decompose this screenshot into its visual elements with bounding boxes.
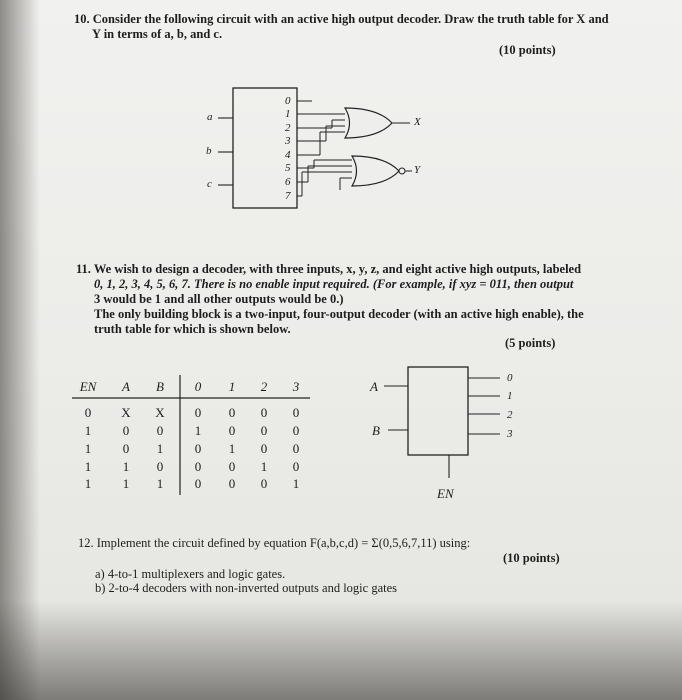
q11-cell: 0 — [260, 405, 268, 420]
q11-cell: 1 — [84, 459, 92, 474]
q11-block-output-2: 2 — [507, 409, 513, 421]
photo-shadow-bottom — [0, 600, 682, 700]
q11-line4: The only building block is a two-input, four-output decoder (with an active high enable), the — [94, 307, 584, 321]
q11-cell: 1 — [84, 423, 92, 438]
q10-input-c: c — [207, 178, 212, 190]
q11-cell: 1 — [84, 441, 92, 456]
q11-th-3: 3 — [292, 379, 300, 394]
q11-block-enable: EN — [437, 486, 454, 501]
q10-output-y-label: Y — [414, 164, 421, 176]
q11-block-output-0: 0 — [507, 372, 513, 384]
q11-th-1: 1 — [228, 379, 236, 394]
q12-line1: 12. Implement the circuit defined by equation F(a,b,c,d) = Σ(0,5,6,7,11) using: — [78, 536, 471, 550]
q11-cell: 0 — [122, 441, 130, 456]
q11-cell: X — [155, 405, 165, 420]
q11-cell: 0 — [194, 476, 202, 491]
q11-cell: 0 — [292, 423, 300, 438]
q11-th-0: 0 — [194, 379, 202, 394]
q10-input-a: a — [207, 111, 213, 123]
q10-output-3: 3 — [285, 135, 291, 147]
q11-line3: 3 would be 1 and all other outputs would be 0.) — [94, 292, 344, 306]
q11-th-2: 2 — [260, 379, 268, 394]
q11-cell: 0 — [228, 423, 236, 438]
q10-output-7: 7 — [285, 190, 291, 202]
q11-points: (5 points) — [505, 336, 556, 350]
q10-points: (10 points) — [499, 43, 556, 57]
q10-output-5: 5 — [285, 162, 291, 174]
q10-output-x-label: X — [414, 116, 421, 128]
q11-cell: 1 — [228, 441, 236, 456]
q11-cell: 0 — [228, 459, 236, 474]
q11-cell: 0 — [228, 405, 236, 420]
q11-cell: 0 — [260, 423, 268, 438]
q11-cell: 0 — [84, 405, 92, 420]
q11-cell: 1 — [84, 476, 92, 491]
q11-cell: 0 — [122, 423, 130, 438]
q11-cell: 0 — [156, 423, 164, 438]
q11-cell: 0 — [292, 459, 300, 474]
q11-block-output-1: 1 — [507, 390, 513, 402]
q11-cell: 1 — [260, 459, 268, 474]
q11-th-b: B — [156, 379, 164, 394]
q11-th-en: EN — [79, 379, 97, 394]
q10-output-2: 2 — [285, 122, 291, 134]
q10-output-6: 6 — [285, 176, 291, 188]
q11-block-input-a: A — [370, 379, 378, 394]
q11-cell: 1 — [156, 441, 164, 456]
q11-cell: 0 — [194, 459, 202, 474]
q11-block-box — [408, 367, 468, 455]
q11-cell: 1 — [122, 476, 130, 491]
q10-output-0: 0 — [285, 95, 291, 107]
q10-output-1: 1 — [285, 108, 291, 120]
q11-cell: 0 — [194, 441, 202, 456]
q11-th-a: A — [122, 379, 130, 394]
q12-part-a: a) 4-to-1 multiplexers and logic gates. — [95, 567, 286, 581]
q12-points: (10 points) — [503, 551, 560, 565]
q11-line5: truth table for which is shown below. — [94, 322, 291, 336]
q10-input-b: b — [206, 145, 212, 157]
q11-cell: 0 — [228, 476, 236, 491]
q11-block-input-b: B — [372, 423, 380, 438]
q10-line2: Y in terms of a, b, and c. — [92, 27, 223, 41]
q11-cell: 0 — [292, 405, 300, 420]
q11-cell: 0 — [194, 405, 202, 420]
q11-cell: 0 — [292, 441, 300, 456]
photo-shadow-left — [0, 0, 40, 700]
q11-cell: X — [121, 405, 131, 420]
q11-cell: 1 — [292, 476, 300, 491]
q11-cell: 0 — [156, 459, 164, 474]
q10-line1: 10. Consider the following circuit with an active high output decoder. Draw the truth table for X and — [74, 12, 609, 26]
q11-cell: 0 — [260, 441, 268, 456]
q11-line1: 11. We wish to design a decoder, with three inputs, x, y, z, and eight active high outputs, labeled — [76, 262, 582, 276]
q11-line2: 0, 1, 2, 3, 4, 5, 6, 7. There is no enable input required. (For example, if xyz = 011, then output — [94, 277, 574, 291]
q11-cell: 1 — [156, 476, 164, 491]
q12-part-b: b) 2-to-4 decoders with non-inverted outputs and logic gates — [95, 581, 398, 595]
q11-cell: 1 — [194, 423, 202, 438]
q11-cell: 1 — [122, 459, 130, 474]
q11-cell: 0 — [260, 476, 268, 491]
q10-output-4: 4 — [285, 149, 291, 161]
q11-block-output-3: 3 — [507, 428, 513, 440]
